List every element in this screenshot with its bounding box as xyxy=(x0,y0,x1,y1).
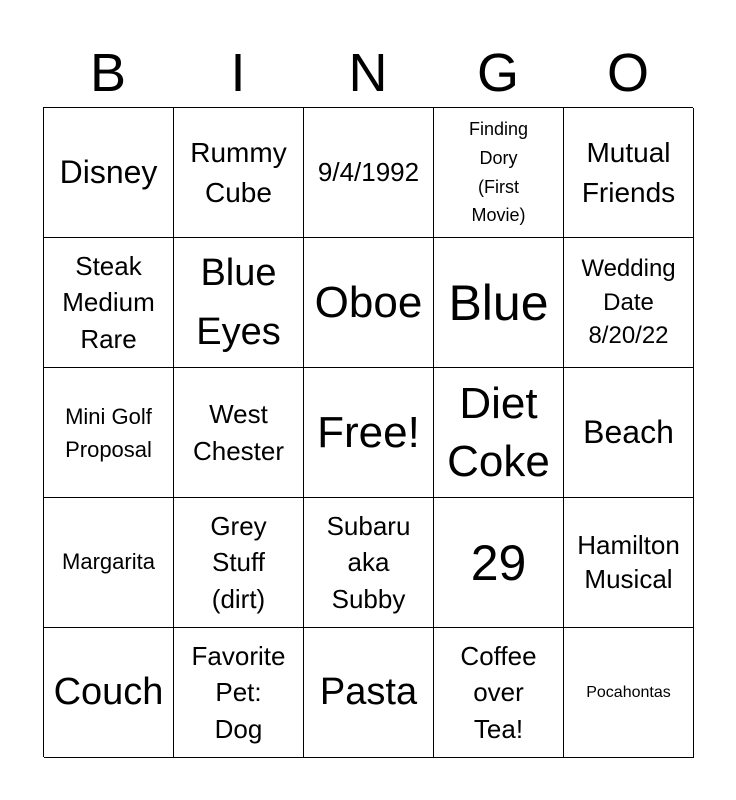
bingo-cell-r2-c5[interactable] xyxy=(564,238,694,368)
bingo-header xyxy=(43,42,693,104)
bingo-cell-r3-c5[interactable] xyxy=(564,368,694,498)
bingo-board xyxy=(43,107,693,757)
header-letter-o: O xyxy=(606,43,649,103)
bingo-cell-r1-c4[interactable] xyxy=(434,108,564,238)
bingo-cell-r1-c3[interactable] xyxy=(304,108,434,238)
cell-text: Disney xyxy=(59,154,158,191)
bingo-cell-r2-c3[interactable] xyxy=(304,238,434,368)
bingo-cell-r1-c1[interactable] xyxy=(44,108,174,238)
header-letter-g: G xyxy=(476,43,519,103)
header-letter-n: N xyxy=(348,43,388,103)
bingo-cell-r3-c4[interactable] xyxy=(434,368,564,498)
bingo-cell-r4-c4[interactable] xyxy=(434,498,564,628)
bingo-cell-r3-c3[interactable] xyxy=(304,368,434,498)
bingo-cell-r4-c5[interactable] xyxy=(564,498,694,628)
cell-text: Subaru aka Subby xyxy=(326,510,411,614)
bingo-cell-r4-c3[interactable] xyxy=(304,498,434,628)
cell-text: Pocahontas xyxy=(586,683,671,701)
bingo-cell-r5-c1[interactable] xyxy=(44,628,174,758)
bingo-cell-r2-c1[interactable] xyxy=(44,238,174,368)
cell-text: Wedding Date 8/20/22 xyxy=(581,255,676,350)
bingo-cell-r5-c2[interactable] xyxy=(174,628,304,758)
bingo-cell-r3-c2[interactable] xyxy=(174,368,304,498)
header-letter-b: B xyxy=(89,43,127,103)
cell-text: Hamilton Musical xyxy=(577,529,680,594)
cell-text: Coffee over Tea! xyxy=(460,640,537,744)
bingo-cell-r4-c1[interactable] xyxy=(44,498,174,628)
bingo-cell-r3-c1[interactable] xyxy=(44,368,174,498)
cell-text: 9/4/1992 xyxy=(317,157,420,188)
cell-text: Couch xyxy=(53,670,164,713)
bingo-cell-r5-c3[interactable] xyxy=(304,628,434,758)
cell-text: Free! xyxy=(317,407,420,457)
header-letter-i: I xyxy=(230,43,246,103)
bingo-cell-r2-c2[interactable] xyxy=(174,238,304,368)
cell-text: Oboe xyxy=(314,277,423,327)
cell-text: Pasta xyxy=(319,670,418,713)
bingo-cell-r1-c5[interactable] xyxy=(564,108,694,238)
cell-text: Finding Dory (First Movie) xyxy=(468,118,529,226)
cell-text: Mini Golf Proposal xyxy=(65,403,152,462)
cell-text: Blue Eyes xyxy=(196,251,281,353)
cell-text: Margarita xyxy=(62,549,155,575)
bingo-cell-r2-c4[interactable] xyxy=(434,238,564,368)
cell-text: Favorite Pet: Dog xyxy=(191,640,286,744)
cell-text: Blue xyxy=(448,274,549,331)
cell-text: Diet Coke xyxy=(447,379,550,486)
cell-text: Rummy Cube xyxy=(190,137,287,208)
cell-text: West Chester xyxy=(192,399,285,466)
bingo-cell-r5-c4[interactable] xyxy=(434,628,564,758)
cell-text: Beach xyxy=(583,414,674,451)
cell-text: Mutual Friends xyxy=(581,137,676,208)
cell-text: Grey Stuff (dirt) xyxy=(210,510,267,614)
bingo-cell-r5-c5[interactable] xyxy=(564,628,694,758)
cell-text: Steak Medium Rare xyxy=(62,250,155,354)
bingo-cell-r4-c2[interactable] xyxy=(174,498,304,628)
cell-text: 29 xyxy=(470,534,527,591)
bingo-cell-r1-c2[interactable] xyxy=(174,108,304,238)
